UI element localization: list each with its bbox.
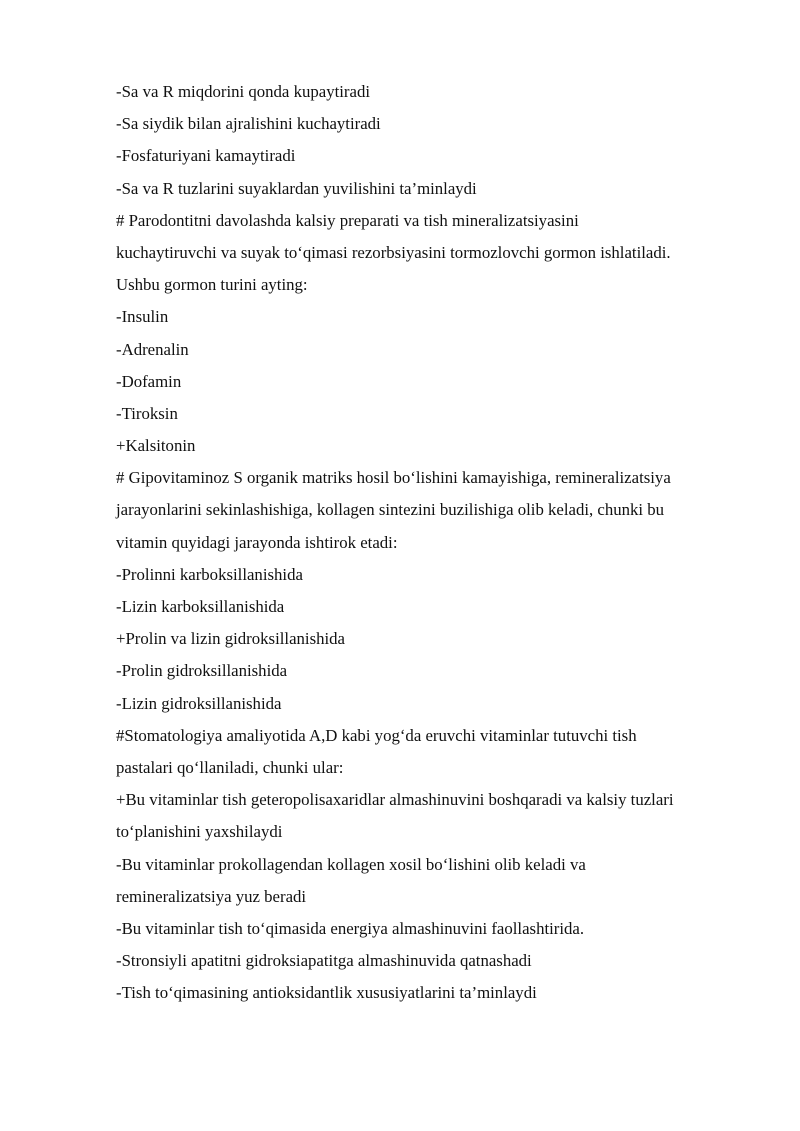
correct-answer-option: to‘planishini yaxshilaydi [116, 822, 283, 842]
answer-option: -Bu vitaminlar prokollagendan kollagen xosil bo‘lishini olib keladi va [116, 854, 586, 874]
document-page [116, 76, 756, 1009]
answer-option: remineralizatsiya yuz beradi [116, 886, 307, 906]
question-text: Ushbu gormon turini ayting: [116, 275, 308, 295]
answer-option: -Insulin [116, 307, 169, 327]
question-text: kuchaytiruvchi va suyak to‘qimasi rezorbsiyasini tormozlovchi gormon ishlatiladi. [116, 242, 671, 262]
question-text: vitamin quyidagi jarayonda ishtirok etadi: [116, 532, 398, 552]
question-text: # Parodontitni davolashda kalsiy preparati va tish mineralizatsiyasini [116, 210, 579, 230]
correct-answer-option: +Prolin va lizin gidroksillanishida [116, 629, 345, 649]
answer-option: -Prolin gidroksillanishida [116, 661, 288, 681]
answer-option: -Lizin karboksillanishida [116, 597, 285, 616]
question-text: pastalari qo‘llaniladi, chunki ular: [116, 757, 344, 777]
answer-option: -Adrenalin [116, 339, 189, 359]
answer-option: -Bu vitaminlar tish to‘qimasida energiya almashinuvini faollashtirida. [116, 918, 585, 938]
answer-option: -Sa va R tuzlarini suyaklardan yuvilishini ta’minlaydi [116, 178, 477, 198]
answer-option: -Lizin gidroksillanishida [116, 693, 282, 713]
answer-option: -Tish to‘qimasining antioksidantlik xususiyatlarini ta’minlaydi [116, 983, 537, 1003]
answer-option: -Fosfaturiyani kamaytiradi [116, 146, 296, 166]
correct-answer-option: +Bu vitaminlar tish geteropolisaxaridlar almashinuvini boshqaradi va kalsiy tuzlari [116, 790, 674, 810]
answer-option: -Sa siydik bilan ajralishini kuchaytiradi [116, 114, 381, 134]
answer-option: -Prolinni karboksillanishida [116, 564, 303, 584]
question-text: # Gipovitaminoz S organik matriks hosil bo‘lishini kamayishiga, remineralizatsiya [116, 468, 671, 488]
correct-answer-option: +Kalsitonin [116, 436, 196, 456]
answer-option: -Dofamin [116, 371, 182, 391]
answer-option: -Stronsiyli apatitni gidroksiapatitga almashinuvida qatnashadi [116, 951, 532, 971]
answer-option: -Tiroksin [116, 403, 178, 423]
question-text: jarayonlarini sekinlashishiga, kollagen sintezini buzilishiga olib keladi, chunki bu [116, 500, 665, 520]
answer-option: -Sa va R miqdorini qonda kupaytiradi [116, 82, 371, 101]
question-text: #Stomatologiya amaliyotida A,D kabi yog‘da eruvchi vitaminlar tutuvchi tish [116, 725, 637, 745]
